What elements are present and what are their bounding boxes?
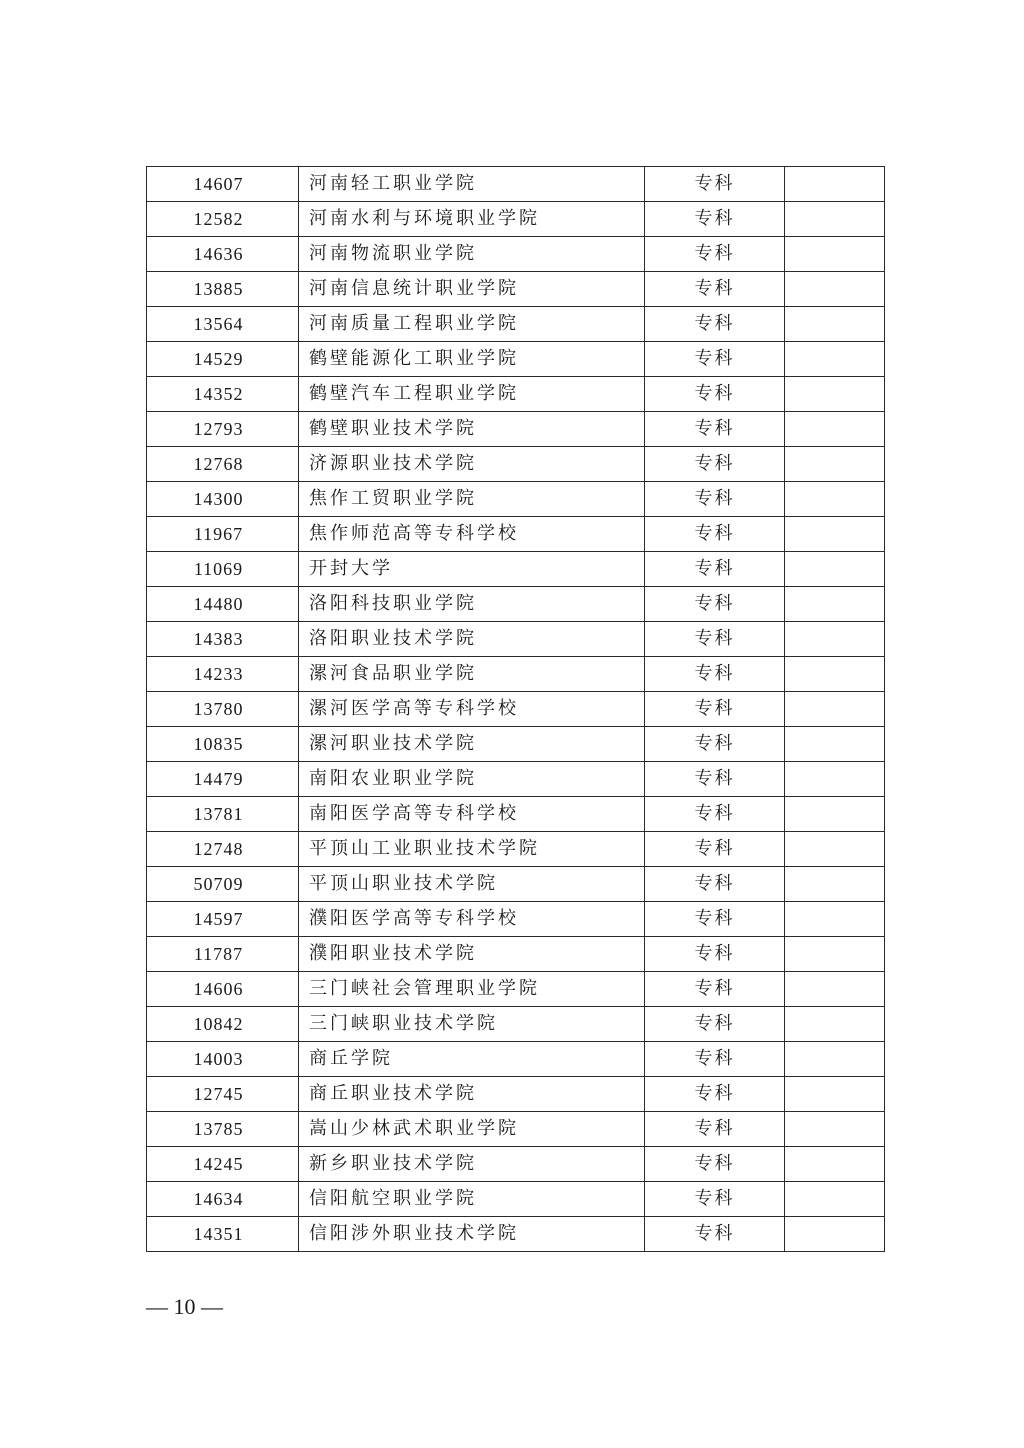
table-row <box>147 202 885 237</box>
institution-name-cell: 漯河食品职业学院 <box>299 657 645 692</box>
remarks-cell <box>785 587 885 622</box>
remarks-cell <box>785 692 885 727</box>
education-level-cell: 专科 <box>645 1007 785 1042</box>
table-row <box>147 167 885 202</box>
institution-code-cell: 12745 <box>147 1077 299 1112</box>
table-row <box>147 517 885 552</box>
table-row <box>147 972 885 1007</box>
remarks-cell <box>785 237 885 272</box>
institution-name-cell: 洛阳职业技术学院 <box>299 622 645 657</box>
institution-name-cell: 焦作工贸职业学院 <box>299 482 645 517</box>
remarks-cell <box>785 972 885 1007</box>
remarks-cell <box>785 1217 885 1252</box>
institution-code-cell: 10842 <box>147 1007 299 1042</box>
remarks-cell <box>785 202 885 237</box>
institution-code-cell: 14003 <box>147 1042 299 1077</box>
institution-code-cell: 14636 <box>147 237 299 272</box>
institution-name-cell: 洛阳科技职业学院 <box>299 587 645 622</box>
institution-name-cell: 焦作师范高等专科学校 <box>299 517 645 552</box>
institution-name-cell: 三门峡社会管理职业学院 <box>299 972 645 1007</box>
remarks-cell <box>785 447 885 482</box>
table-row <box>147 447 885 482</box>
institution-name-cell: 平顶山职业技术学院 <box>299 867 645 902</box>
table-row <box>147 272 885 307</box>
institution-code-cell: 13885 <box>147 272 299 307</box>
institution-name-cell: 平顶山工业职业技术学院 <box>299 832 645 867</box>
table-row <box>147 937 885 972</box>
table-row <box>147 657 885 692</box>
institution-name-cell: 濮阳职业技术学院 <box>299 937 645 972</box>
institution-name-cell: 河南物流职业学院 <box>299 237 645 272</box>
remarks-cell <box>785 937 885 972</box>
education-level-cell: 专科 <box>645 482 785 517</box>
remarks-cell <box>785 1042 885 1077</box>
table-row <box>147 1147 885 1182</box>
education-level-cell: 专科 <box>645 867 785 902</box>
institution-name-cell: 漯河职业技术学院 <box>299 727 645 762</box>
education-level-cell: 专科 <box>645 587 785 622</box>
institution-name-cell: 嵩山少林武术职业学院 <box>299 1112 645 1147</box>
table-body <box>147 167 885 1252</box>
institution-name-cell: 河南水利与环境职业学院 <box>299 202 645 237</box>
remarks-cell <box>785 657 885 692</box>
table-row <box>147 412 885 447</box>
education-level-cell: 专科 <box>645 657 785 692</box>
institution-code-cell: 14529 <box>147 342 299 377</box>
table-row <box>147 832 885 867</box>
table-row <box>147 237 885 272</box>
education-level-cell: 专科 <box>645 447 785 482</box>
institution-name-cell: 漯河医学高等专科学校 <box>299 692 645 727</box>
remarks-cell <box>785 727 885 762</box>
table-row <box>147 1112 885 1147</box>
education-level-cell: 专科 <box>645 412 785 447</box>
education-level-cell: 专科 <box>645 237 785 272</box>
remarks-cell <box>785 272 885 307</box>
remarks-cell <box>785 482 885 517</box>
institution-code-cell: 11967 <box>147 517 299 552</box>
table-row <box>147 692 885 727</box>
table-row <box>147 1217 885 1252</box>
institution-name-cell: 鹤壁汽车工程职业学院 <box>299 377 645 412</box>
remarks-cell <box>785 552 885 587</box>
remarks-cell <box>785 832 885 867</box>
education-level-cell: 专科 <box>645 1042 785 1077</box>
institution-name-cell: 新乡职业技术学院 <box>299 1147 645 1182</box>
education-level-cell: 专科 <box>645 307 785 342</box>
table-row <box>147 377 885 412</box>
education-level-cell: 专科 <box>645 727 785 762</box>
education-level-cell: 专科 <box>645 972 785 1007</box>
education-level-cell: 专科 <box>645 272 785 307</box>
institution-name-cell: 河南信息统计职业学院 <box>299 272 645 307</box>
remarks-cell <box>785 1007 885 1042</box>
education-level-cell: 专科 <box>645 1112 785 1147</box>
education-level-cell: 专科 <box>645 552 785 587</box>
education-level-cell: 专科 <box>645 167 785 202</box>
institution-code-cell: 13785 <box>147 1112 299 1147</box>
institution-code-cell: 50709 <box>147 867 299 902</box>
institution-name-cell: 南阳农业职业学院 <box>299 762 645 797</box>
table-row <box>147 622 885 657</box>
institution-code-cell: 11787 <box>147 937 299 972</box>
remarks-cell <box>785 762 885 797</box>
institution-code-cell: 12793 <box>147 412 299 447</box>
remarks-cell <box>785 377 885 412</box>
table-row <box>147 587 885 622</box>
education-level-cell: 专科 <box>645 832 785 867</box>
institution-table <box>146 166 885 1252</box>
table-row <box>147 1042 885 1077</box>
institution-code-cell: 14480 <box>147 587 299 622</box>
remarks-cell <box>785 307 885 342</box>
table-row <box>147 1182 885 1217</box>
institution-name-cell: 济源职业技术学院 <box>299 447 645 482</box>
institution-code-cell: 14383 <box>147 622 299 657</box>
institution-name-cell: 河南轻工职业学院 <box>299 167 645 202</box>
education-level-cell: 专科 <box>645 1217 785 1252</box>
institution-name-cell: 三门峡职业技术学院 <box>299 1007 645 1042</box>
institution-code-cell: 14634 <box>147 1182 299 1217</box>
remarks-cell <box>785 902 885 937</box>
institution-code-cell: 10835 <box>147 727 299 762</box>
education-level-cell: 专科 <box>645 797 785 832</box>
institution-code-cell: 12748 <box>147 832 299 867</box>
education-level-cell: 专科 <box>645 202 785 237</box>
education-level-cell: 专科 <box>645 902 785 937</box>
institution-code-cell: 14300 <box>147 482 299 517</box>
institution-name-cell: 鹤壁职业技术学院 <box>299 412 645 447</box>
institution-name-cell: 河南质量工程职业学院 <box>299 307 645 342</box>
education-level-cell: 专科 <box>645 762 785 797</box>
institution-code-cell: 14479 <box>147 762 299 797</box>
institution-name-cell: 鹤壁能源化工职业学院 <box>299 342 645 377</box>
education-level-cell: 专科 <box>645 1182 785 1217</box>
institution-code-cell: 13780 <box>147 692 299 727</box>
remarks-cell <box>785 342 885 377</box>
institution-name-cell: 信阳涉外职业技术学院 <box>299 1217 645 1252</box>
education-level-cell: 专科 <box>645 622 785 657</box>
institution-code-cell: 12582 <box>147 202 299 237</box>
remarks-cell <box>785 412 885 447</box>
institution-code-cell: 14607 <box>147 167 299 202</box>
remarks-cell <box>785 1077 885 1112</box>
table-row <box>147 727 885 762</box>
remarks-cell <box>785 1182 885 1217</box>
education-level-cell: 专科 <box>645 1147 785 1182</box>
institution-code-cell: 14597 <box>147 902 299 937</box>
education-level-cell: 专科 <box>645 517 785 552</box>
education-level-cell: 专科 <box>645 377 785 412</box>
institution-name-cell: 商丘职业技术学院 <box>299 1077 645 1112</box>
education-level-cell: 专科 <box>645 342 785 377</box>
remarks-cell <box>785 867 885 902</box>
institution-code-cell: 14233 <box>147 657 299 692</box>
institution-name-cell: 开封大学 <box>299 552 645 587</box>
table-row <box>147 902 885 937</box>
table-row <box>147 482 885 517</box>
institution-name-cell: 信阳航空职业学院 <box>299 1182 645 1217</box>
institution-code-cell: 14352 <box>147 377 299 412</box>
education-level-cell: 专科 <box>645 692 785 727</box>
institution-name-cell: 商丘学院 <box>299 1042 645 1077</box>
table-row <box>147 797 885 832</box>
institution-code-cell: 12768 <box>147 447 299 482</box>
table-row <box>147 552 885 587</box>
table-row <box>147 867 885 902</box>
remarks-cell <box>785 1112 885 1147</box>
page-number: — 10 — <box>146 1294 223 1319</box>
institution-code-cell: 14606 <box>147 972 299 1007</box>
table-row <box>147 762 885 797</box>
institution-code-cell: 11069 <box>147 552 299 587</box>
institution-name-cell: 南阳医学高等专科学校 <box>299 797 645 832</box>
table-row <box>147 1007 885 1042</box>
table-row <box>147 1077 885 1112</box>
table-row <box>147 342 885 377</box>
education-level-cell: 专科 <box>645 937 785 972</box>
institution-code-cell: 14245 <box>147 1147 299 1182</box>
education-level-cell: 专科 <box>645 1077 785 1112</box>
remarks-cell <box>785 622 885 657</box>
remarks-cell <box>785 167 885 202</box>
institution-code-cell: 14351 <box>147 1217 299 1252</box>
institution-code-cell: 13781 <box>147 797 299 832</box>
institution-name-cell: 濮阳医学高等专科学校 <box>299 902 645 937</box>
remarks-cell <box>785 1147 885 1182</box>
institution-code-cell: 13564 <box>147 307 299 342</box>
remarks-cell <box>785 797 885 832</box>
remarks-cell <box>785 517 885 552</box>
table-row <box>147 307 885 342</box>
